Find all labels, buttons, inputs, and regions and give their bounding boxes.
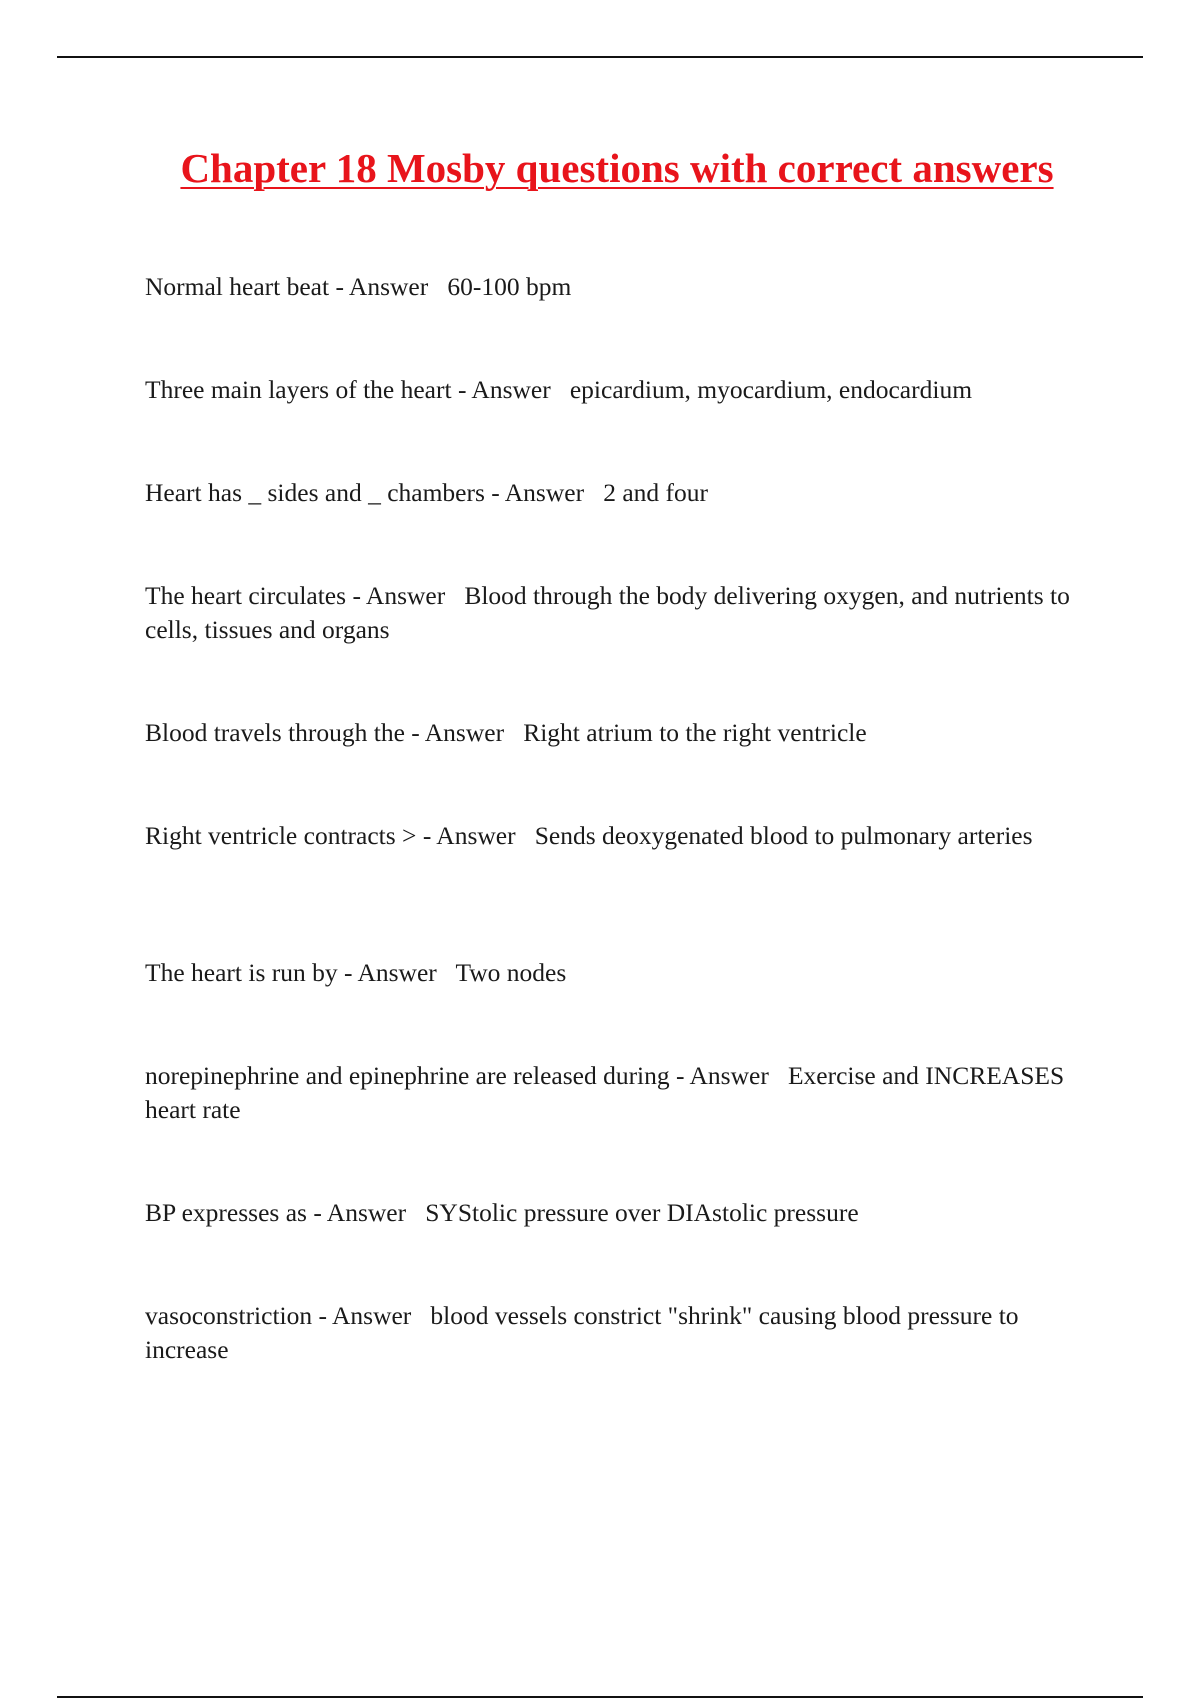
answer-text: Sends deoxygenated blood to pulmonary arteries <box>534 821 1033 850</box>
answer-separator: - Answer <box>346 581 465 610</box>
bottom-rule <box>57 1696 1143 1698</box>
answer-text: Blood through the body delivering oxygen, and nutrients to cells, tissues and organs <box>145 581 1070 644</box>
question-text: vasoconstriction <box>145 1301 313 1330</box>
qa-item <box>145 1196 1095 1230</box>
top-rule <box>57 56 1143 58</box>
question-text: norepinephrine and epinephrine are released during <box>145 1061 670 1090</box>
question-text: Right ventricle contracts > <box>145 821 417 850</box>
answer-text: blood vessels constrict "shrink" causing blood pressure to increase <box>145 1301 1019 1364</box>
answer-separator: - Answer <box>337 958 456 987</box>
qa-item <box>145 716 1095 750</box>
page-title: Chapter 18 Mosby questions with correct answers <box>180 145 1054 191</box>
qa-item <box>145 819 1095 853</box>
question-text: The heart circulates <box>145 581 347 610</box>
question-text: Three main layers of the heart <box>145 375 452 404</box>
question-text: Blood travels through the <box>145 718 405 747</box>
answer-separator: - Answer <box>404 718 524 747</box>
qa-item <box>145 270 1095 304</box>
answer-text: SYStolic pressure over DIAstolic pressure <box>425 1198 859 1227</box>
answer-text: Right atrium to the right ventricle <box>523 718 867 747</box>
qa-item <box>145 579 1095 647</box>
qa-item <box>145 476 1095 510</box>
qa-item <box>145 373 1095 407</box>
question-text: BP expresses as <box>145 1198 307 1227</box>
answer-separator: - Answer <box>312 1301 431 1330</box>
question-text: The heart is run by <box>145 958 338 987</box>
answer-text: 2 and four <box>603 478 708 507</box>
answer-separator: - Answer <box>306 1198 426 1227</box>
answer-text: 60-100 bpm <box>447 272 572 301</box>
question-text: Normal heart beat <box>145 272 330 301</box>
answer-text: Two nodes <box>455 958 567 987</box>
answer-separator: - Answer <box>451 375 570 404</box>
answer-separator: - Answer <box>484 478 604 507</box>
answer-separator: - Answer <box>669 1061 788 1090</box>
qa-item <box>145 956 1095 990</box>
qa-item <box>145 1299 1095 1367</box>
answer-separator: - Answer <box>329 272 448 301</box>
question-text: Heart has _ sides and _ chambers <box>145 478 485 507</box>
qa-item <box>145 1059 1095 1127</box>
answer-text: epicardium, myocardium, endocardium <box>569 375 973 404</box>
answer-text: Exercise and INCREASES heart rate <box>145 1061 1065 1124</box>
answer-separator: - Answer <box>416 821 535 850</box>
